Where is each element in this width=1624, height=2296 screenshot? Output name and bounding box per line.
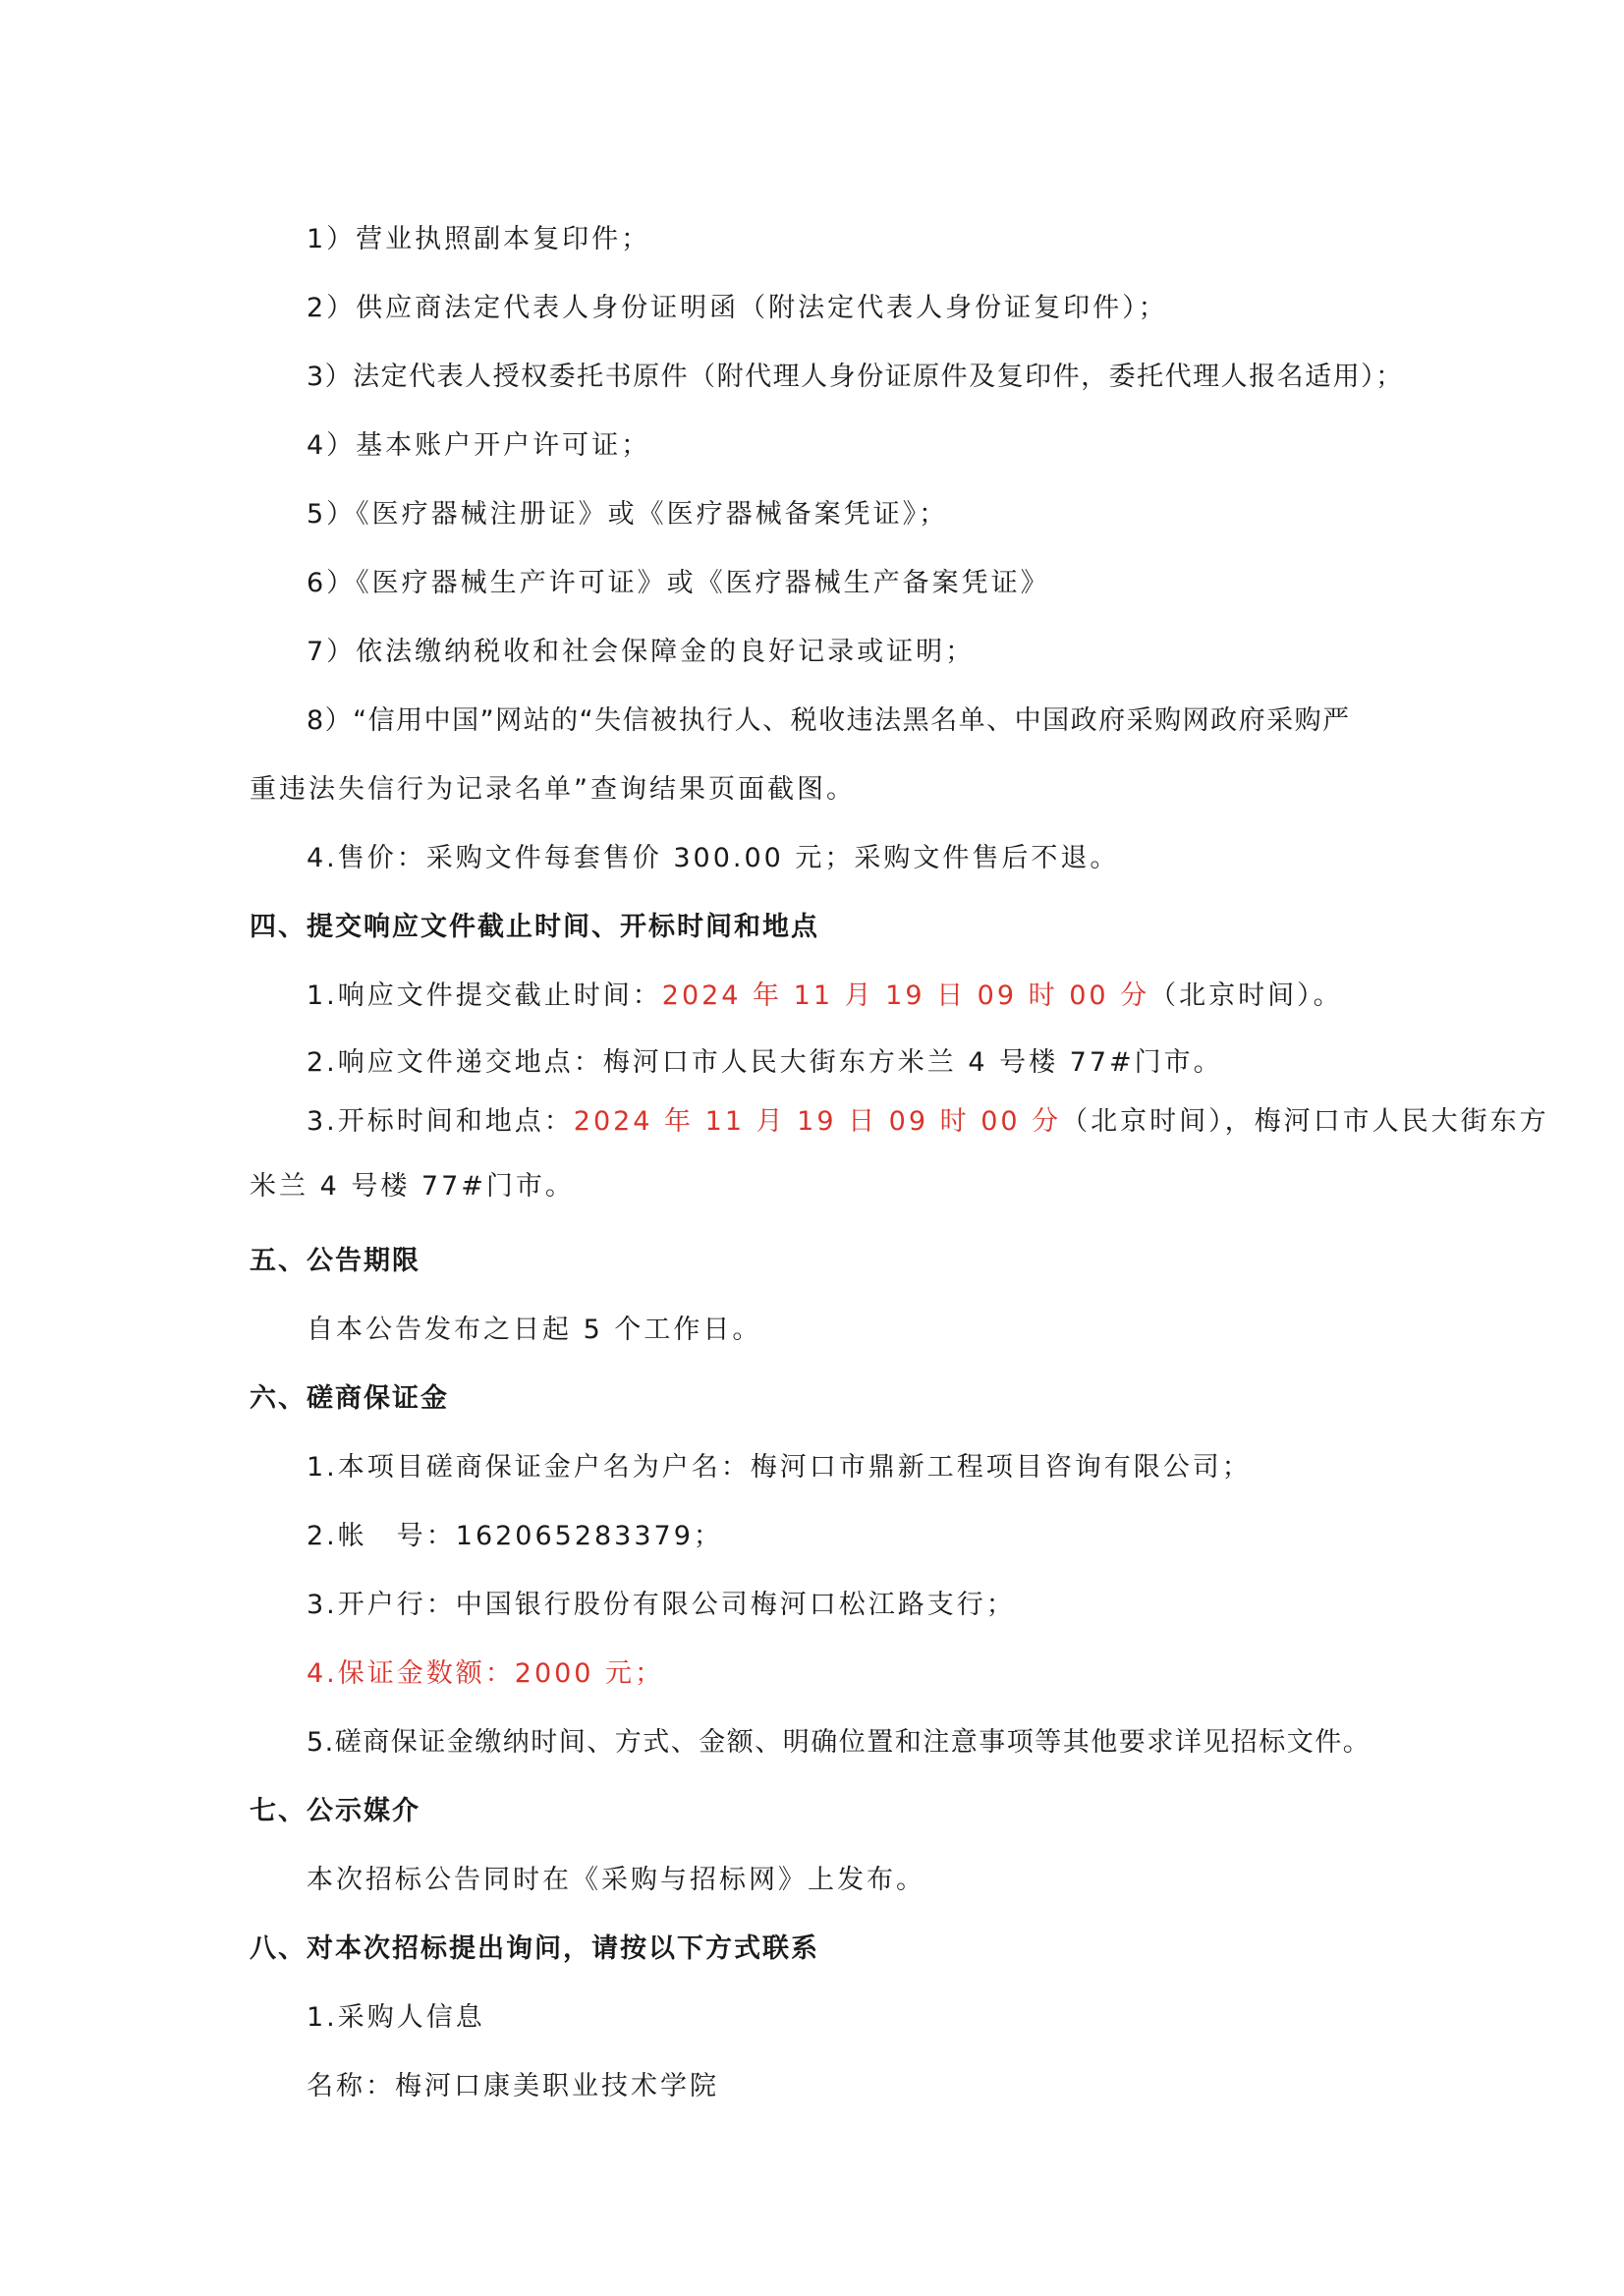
material-item-6: 6）《医疗器械生产许可证》或《医疗器械生产备案凭证》 [307, 568, 1050, 598]
media-text: 本次招标公告同时在《采购与招标网》上发布。 [307, 1865, 925, 1895]
deadline-suffix: （北京时间）。 [1149, 980, 1343, 1011]
deposit-note: 5.磋商保证金缴纳时间、方式、金额、明确位置和注意事项等其他要求详见招标文件。 [307, 1727, 1372, 1758]
opening-line-2: 米兰 4 号楼 77#门市。 [250, 1171, 575, 1202]
section-6-heading: 六、磋商保证金 [250, 1383, 449, 1414]
notice-period-text: 自本公告发布之日起 5 个工作日。 [307, 1315, 762, 1345]
material-item-3: 3）法定代表人授权委托书原件（附代理人身份证原件及复印件，委托代理人报名适用）； [307, 362, 1404, 392]
material-item-8-line2: 重违法失信行为记录名单”查询结果页面截图。 [250, 774, 856, 805]
deposit-amount: 4.保证金数额：2000 元； [307, 1658, 665, 1689]
section-5-heading: 五、公告期限 [250, 1246, 420, 1276]
opening-time: 2024 年 11 月 19 日 09 时 00 分 [573, 1106, 1062, 1137]
material-item-1: 1）营业执照副本复印件； [307, 224, 651, 254]
deposit-account-name: 1.本项目磋商保证金户名为户名：梅河口市鼎新工程项目咨询有限公司； [307, 1452, 1252, 1483]
material-item-2: 2）供应商法定代表人身份证明函（附法定代表人身份证复印件）； [307, 293, 1168, 323]
material-item-7: 7）依法缴纳税收和社会保障金的良好记录或证明； [307, 637, 976, 667]
opening-suffix: （北京时间），梅河口市人民大街东方 [1061, 1106, 1549, 1137]
material-item-5: 5）《医疗器械注册证》或《医疗器械备案凭证》； [307, 499, 949, 530]
section-8-heading: 八、对本次招标提出询问，请按以下方式联系 [250, 1933, 819, 1964]
section-4-heading: 四、提交响应文件截止时间、开标时间和地点 [250, 912, 819, 942]
price-line: 4.售价：采购文件每套售价 300.00 元；采购文件售后不退。 [307, 843, 1120, 873]
material-item-8-line1: 8）“信用中国”网站的“失信被执行人、税收违法黑名单、中国政府采购网政府采购严 [307, 705, 1351, 736]
opening-line [307, 1104, 1549, 1140]
material-item-4: 4）基本账户开户许可证； [307, 430, 651, 461]
submission-location: 2.响应文件递交地点：梅河口市人民大街东方米兰 4 号楼 77#门市。 [307, 1047, 1223, 1078]
buyer-info-label: 1.采购人信息 [307, 2002, 485, 2033]
deadline-time: 2024 年 11 月 19 日 09 时 00 分 [661, 980, 1150, 1011]
buyer-name: 名称：梅河口康美职业技术学院 [307, 2071, 719, 2101]
deposit-bank: 3.开户行：中国银行股份有限公司梅河口松江路支行； [307, 1590, 1016, 1620]
deadline-prefix: 1.响应文件提交截止时间： [307, 980, 662, 1011]
section-7-heading: 七、公示媒介 [250, 1796, 420, 1826]
deposit-account-number: 2.帐 号：162065283379； [307, 1521, 723, 1551]
opening-prefix: 3.开标时间和地点： [307, 1106, 574, 1137]
deadline-line [307, 979, 1343, 1014]
